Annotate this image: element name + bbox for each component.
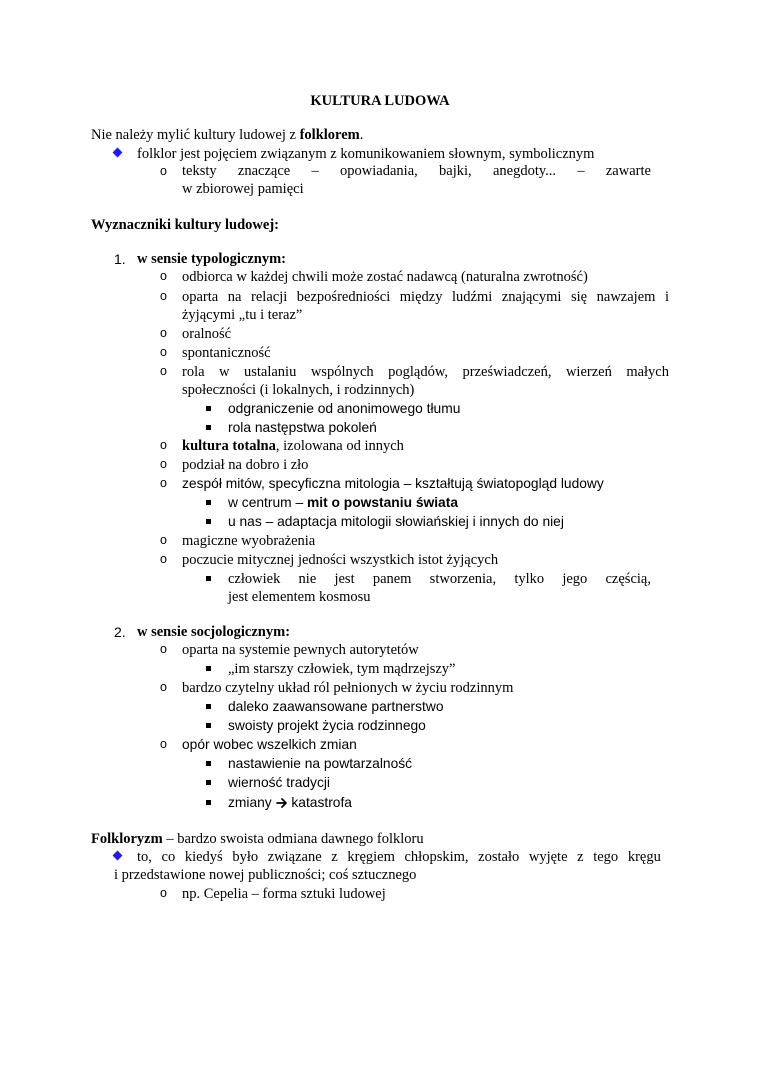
wyznaczniki-heading: Wyznaczniki kultury ludowej: xyxy=(91,217,279,233)
word: anegdoty... xyxy=(492,163,557,179)
square-bullet-icon xyxy=(206,425,211,430)
square-bullet-icon xyxy=(206,761,211,766)
czlowiek-line2: jest elementem kosmosu xyxy=(228,589,371,605)
section1-heading: w sensie typologicznym: xyxy=(137,251,287,267)
teksty-line1 xyxy=(182,162,651,180)
word: znaczące xyxy=(237,163,291,179)
section2-number: 2. xyxy=(114,624,126,640)
unas-item: u nas – adaptacja mitologii słowiańskiej i innych do niej xyxy=(228,514,564,529)
podzial-item: podział na dobro i zło xyxy=(182,457,309,473)
right-arrow-icon xyxy=(276,797,288,809)
word: co xyxy=(161,849,176,865)
rola-line2: społeczności (i lokalnych, i rodzinnych) xyxy=(182,382,415,398)
document-title: KULTURA LUDOWA xyxy=(310,93,450,109)
intro-text: Nie należy mylić kultury ludowej z xyxy=(91,127,300,143)
circle-bullet-icon: o xyxy=(160,533,167,547)
word: człowiek xyxy=(228,571,281,587)
diamond-bullet-icon xyxy=(113,148,123,158)
folkloryzm-to-line1 xyxy=(137,848,661,866)
circle-bullet-icon: o xyxy=(160,737,167,751)
circle-bullet-icon: o xyxy=(160,680,167,694)
diamond-bullet-icon xyxy=(113,851,123,861)
kultura-rest: , izolowana od innych xyxy=(275,438,404,454)
rola-sub2: rola następstwa pokoleń xyxy=(228,420,377,435)
word: teksty xyxy=(182,163,217,179)
square-bullet-icon xyxy=(206,800,211,805)
word: z xyxy=(331,849,338,865)
circle-bullet-icon: o xyxy=(160,457,167,471)
word: to, xyxy=(137,849,152,865)
odbiorca-item: odbiorca w każdej chwili może zostać nadawcą (naturalna zwrotność) xyxy=(182,269,588,285)
word: jego xyxy=(562,571,588,587)
word: – xyxy=(577,163,585,179)
czytelny-item: bardzo czytelny układ ról pełnionych w życiu rodzinnym xyxy=(182,680,514,696)
teksty-line2: w zbiorowej pamięci xyxy=(182,181,304,197)
opor-item: opór wobec wszelkich zmian xyxy=(182,737,357,752)
word: związane xyxy=(267,849,322,865)
circle-bullet-icon: o xyxy=(160,345,167,359)
swoisty-item: swoisty projekt życia rodzinnego xyxy=(228,718,426,733)
word: tylko xyxy=(514,571,545,587)
folkloryzm-rest: – bardzo swoista odmiana dawnego folkloru xyxy=(162,831,424,847)
circle-bullet-icon: o xyxy=(160,476,167,490)
kultura-item xyxy=(182,437,404,455)
oparta-system-item: oparta na systemie pewnych autorytetów xyxy=(182,642,419,658)
word: tego xyxy=(593,849,619,865)
centrum-bold: mit o powstaniu świata xyxy=(306,495,459,510)
word: opowiadania, xyxy=(340,163,418,179)
nastawienie-item: nastawienie na powtarzalność xyxy=(228,756,413,771)
circle-bullet-icon: o xyxy=(160,364,167,378)
circle-bullet-icon: o xyxy=(160,164,167,178)
kultura-bold: kultura totalna xyxy=(182,438,276,454)
square-bullet-icon xyxy=(206,406,211,411)
wiernosc-item: wierność tradycji xyxy=(228,775,330,790)
oralnosc-item: oralność xyxy=(182,326,232,342)
intro-suffix: . xyxy=(359,127,364,143)
oparta-line1: oparta na relacji bezpośredniości między ludźmi znającymi się nawzajem i xyxy=(182,289,669,305)
section2-heading: w sensie socjologicznym: xyxy=(137,624,291,640)
word: nie xyxy=(298,571,317,587)
square-bullet-icon xyxy=(206,666,211,671)
word: panem xyxy=(372,571,412,587)
folkloryzm-paragraph xyxy=(91,830,424,848)
czlowiek-line1 xyxy=(228,570,651,588)
word: zostało xyxy=(478,849,520,865)
circle-bullet-icon: o xyxy=(160,438,167,452)
rola-line1: rola w ustalaniu wspólnych poglądów, przeświadczeń, wierzeń małych xyxy=(182,364,669,380)
circle-bullet-icon: o xyxy=(160,289,167,303)
daleko-item: daleko zaawansowane partnerstwo xyxy=(228,699,444,714)
word: zawarte xyxy=(605,163,651,179)
section1-number: 1. xyxy=(114,251,126,267)
rola-sub1: odgraniczenie od anonimowego tłumu xyxy=(228,401,461,416)
cepelia-item: np. Cepelia – forma sztuki ludowej xyxy=(182,886,386,902)
word: kręgu xyxy=(627,849,661,865)
square-bullet-icon xyxy=(206,519,211,524)
square-bullet-icon xyxy=(206,704,211,709)
word: częścią, xyxy=(605,571,651,587)
circle-bullet-icon: o xyxy=(160,326,167,340)
oparta-line2: żyjącymi „tu i teraz” xyxy=(182,307,303,323)
word: było xyxy=(232,849,259,865)
square-bullet-icon xyxy=(206,723,211,728)
zmiany-item xyxy=(228,794,352,812)
word: – xyxy=(311,163,319,179)
square-bullet-icon xyxy=(206,576,211,581)
poczucie-item: poczucie mitycznej jedności wszystkich istot żyjących xyxy=(182,552,499,568)
word: stworzenia, xyxy=(429,571,497,587)
word: kręgiem xyxy=(347,849,395,865)
folkloryzm-bold: Folkloryzm xyxy=(91,831,163,847)
word: jest xyxy=(334,571,355,587)
katastrofa-text: katastrofa xyxy=(291,795,352,810)
intro-bold: folklorem xyxy=(299,127,360,143)
zmiany-text: zmiany xyxy=(228,795,272,810)
folklor-item: folklor jest pojęciem związanym z komunikowaniem słownym, symbolicznym xyxy=(137,146,595,162)
word: chłopskim, xyxy=(404,849,469,865)
magiczne-item: magiczne wyobrażenia xyxy=(182,533,316,549)
square-bullet-icon xyxy=(206,500,211,505)
circle-bullet-icon: o xyxy=(160,552,167,566)
centrum-item xyxy=(228,494,458,512)
circle-bullet-icon: o xyxy=(160,269,167,283)
im-starszy-item: „im starszy człowiek, tym mądrzejszy” xyxy=(228,661,456,677)
square-bullet-icon xyxy=(206,780,211,785)
intro-paragraph xyxy=(91,126,363,144)
circle-bullet-icon: o xyxy=(160,642,167,656)
spontanicznosc-item: spontaniczność xyxy=(182,345,271,361)
centrum-prefix: w centrum – xyxy=(228,495,307,510)
folkloryzm-to-line2: i przedstawione nowej publiczności; coś sztucznego xyxy=(114,867,417,883)
word: kiedyś xyxy=(184,849,223,865)
word: z xyxy=(577,849,584,865)
word: wyjęte xyxy=(528,849,568,865)
circle-bullet-icon: o xyxy=(160,886,167,900)
zespol-item: zespół mitów, specyficzna mitologia – kształtują światopogląd ludowy xyxy=(182,476,604,491)
word: bajki, xyxy=(439,163,472,179)
